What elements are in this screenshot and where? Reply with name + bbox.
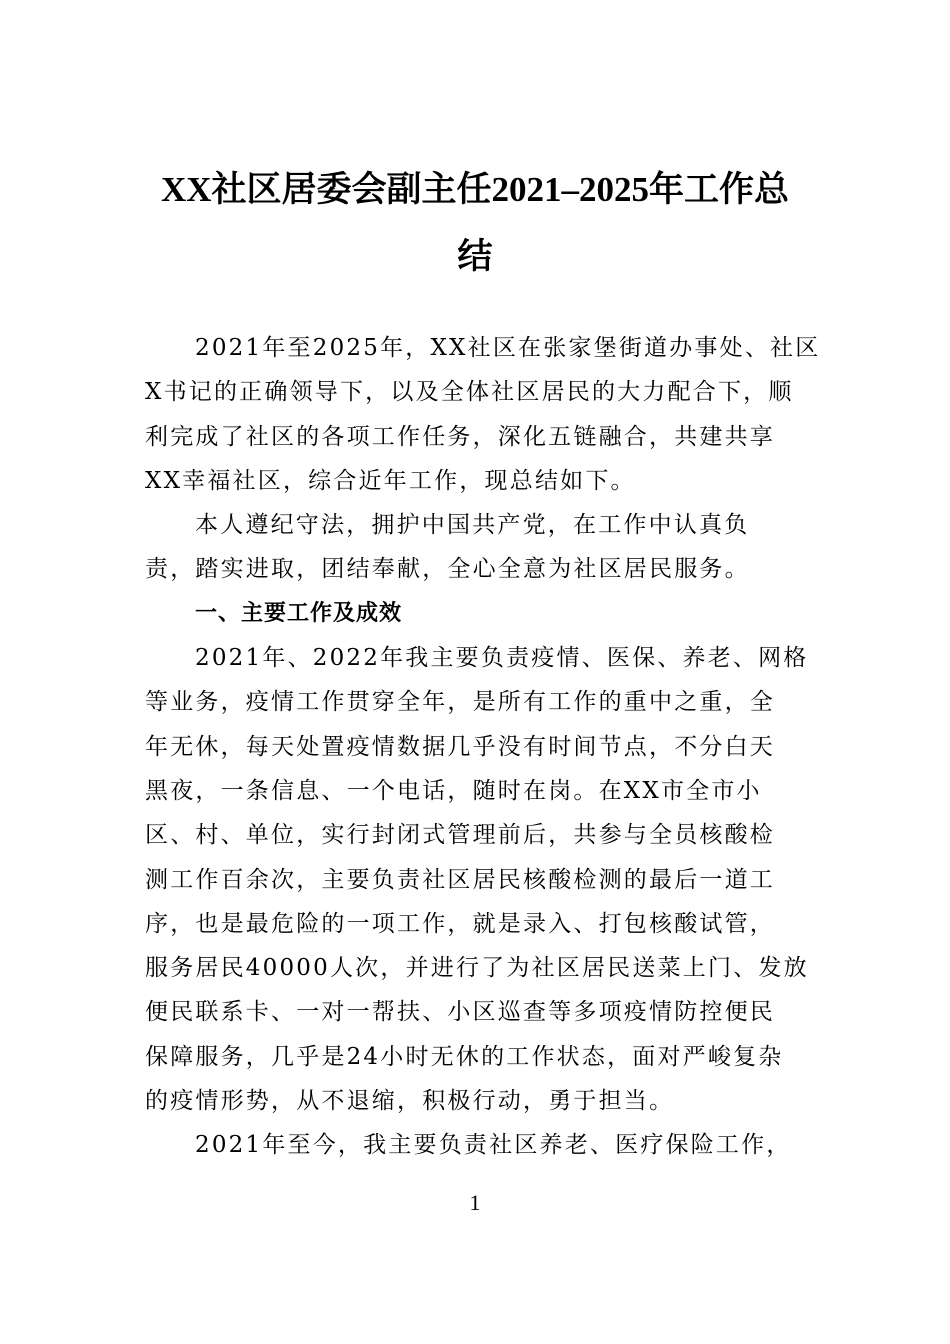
paragraph-line: 2021年、2022年我主要负责疫情、医保、养老、网格 (195, 645, 809, 672)
paragraph-line: 的疫情形势，从不退缩，积极行动，勇于担当。 (145, 1088, 675, 1115)
document-title-line-1: XX社区居委会副主任2021–2025年工作总 (160, 170, 790, 209)
paragraph-line: X书记的正确领导下，以及全体社区居民的大力配合下，顺 (145, 379, 794, 406)
paragraph-line: XX幸福社区，综合近年工作，现总结如下。 (145, 467, 636, 494)
paragraph-line: 便民联系卡、一对一帮扶、小区巡查等多项疫情防控便民 (145, 999, 775, 1026)
paragraph-line: 等业务，疫情工作贯穿全年，是所有工作的重中之重，全 (145, 689, 775, 716)
paragraph-line: 黑夜，一条信息、一个电话，随时在岗。在XX市全市小 (145, 777, 762, 804)
document-title-line-2: 结 (457, 237, 493, 276)
paragraph-line: 利完成了社区的各项工作任务，深化五链融合，共建共享 (145, 423, 775, 450)
paragraph-line: 测工作百余次，主要负责社区居民核酸检测的最后一道工 (145, 866, 775, 893)
paragraph-line: 责，踏实进取，团结奉献，全心全意为社区居民服务。 (145, 556, 750, 583)
paragraph-line: 服务居民40000人次，并进行了为社区居民送菜上门、发放 (145, 955, 809, 982)
section-heading: 一、主要工作及成效 (195, 600, 403, 626)
document-body (145, 326, 821, 1168)
paragraph-line: 2021年至2025年，XX社区在张家堡街道办事处、社区 (195, 335, 821, 361)
page-number: 1 (469, 1190, 481, 1215)
paragraph-line: 区、村、单位，实行封闭式管理前后，共参与全员核酸检 (145, 822, 775, 849)
paragraph-line: 保障服务，几乎是24小时无休的工作状态，面对严峻复杂 (145, 1043, 784, 1070)
paragraph-line: 年无休，每天处置疫情数据几乎没有时间节点，不分白天 (145, 733, 775, 760)
paragraph-line: 序，也是最危险的一项工作，就是录入、打包核酸试管， (145, 910, 775, 937)
paragraph-line: 2021年至今，我主要负责社区养老、医疗保险工作， (195, 1132, 792, 1159)
paragraph-line: 本人遵纪守法，拥护中国共产党，在工作中认真负 (195, 512, 750, 539)
